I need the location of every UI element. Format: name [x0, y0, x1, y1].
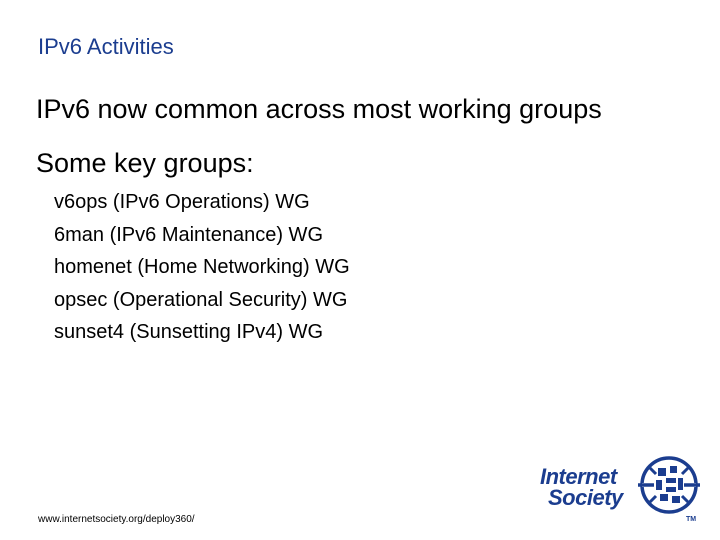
- slide-title: IPv6 Activities: [38, 34, 174, 59]
- footer-url: www.internetsociety.org/deploy360/: [38, 514, 195, 525]
- logo-line-1: Internet: [540, 464, 617, 489]
- list-item: opsec (Operational Security) WG: [54, 288, 348, 311]
- list-item: homenet (Home Networking) WG: [54, 256, 350, 278]
- trademark-mark: TM: [686, 516, 697, 523]
- group-list: [54, 186, 350, 349]
- globe-icon: [636, 454, 702, 516]
- list-item: v6ops (IPv6 Operations) WG: [54, 191, 310, 213]
- list-item: sunset4 (Sunsetting IPv4) WG: [54, 321, 324, 343]
- subhead: Some key groups:: [36, 148, 254, 178]
- logo-line-2: Society: [548, 485, 623, 510]
- internet-society-logo: [540, 454, 710, 526]
- logo-wordmark: [540, 466, 623, 508]
- list-item: 6man (IPv6 Maintenance) WG: [54, 223, 323, 246]
- headline: IPv6 now common across most working groups: [36, 94, 602, 124]
